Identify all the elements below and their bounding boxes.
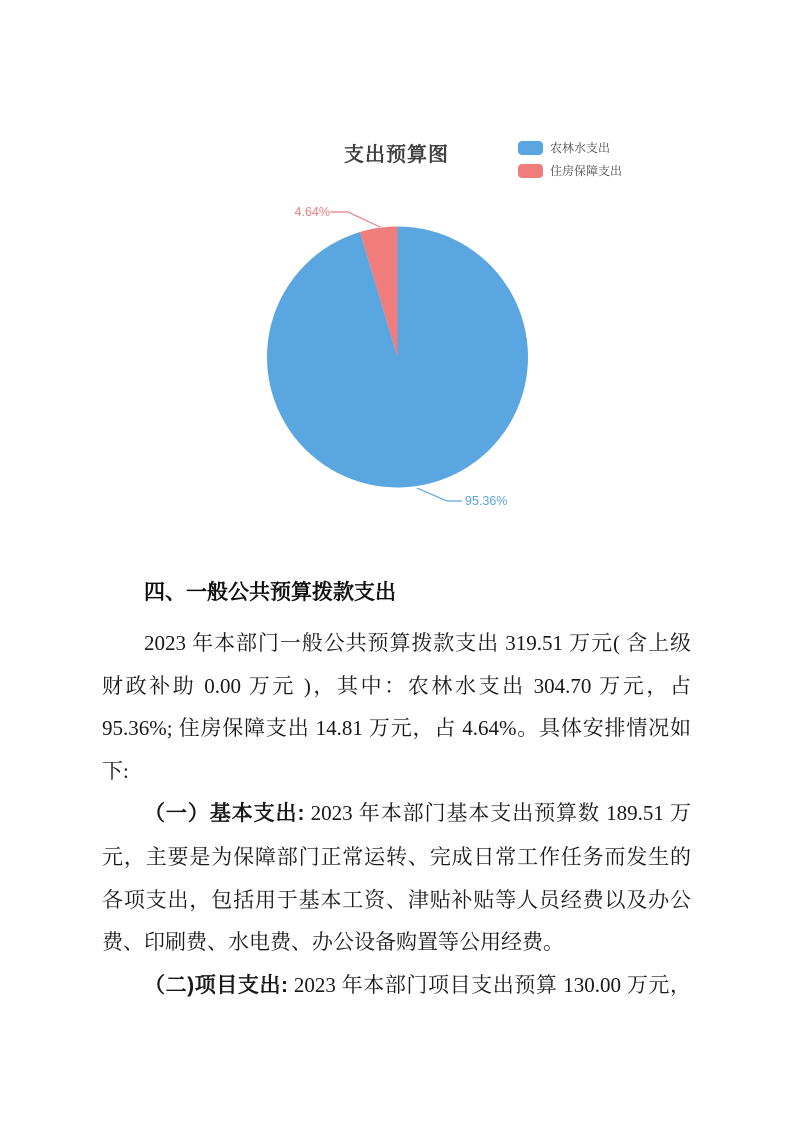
pie-slices	[267, 227, 528, 488]
budget-text-section	[102, 578, 691, 1007]
pie-label-large-slice: 95.36%	[465, 494, 508, 508]
paragraphs	[102, 622, 691, 1007]
text-line: 2023 年本部门一般公共预算拨款支出 319.51 万元( 含上级	[144, 631, 691, 655]
bold-run: （一）基本支出:	[144, 802, 305, 826]
chart-title: 支出预算图	[344, 144, 449, 166]
bold-run: （二)项目支出:	[144, 973, 289, 997]
text-line: 元，主要是为保障部门正常运转、完成日常工作任务而发生的	[102, 844, 691, 869]
section-heading: 四、一般公共预算拨款支出	[144, 581, 396, 604]
text-line: 95.36%; 住房保障支出 14.81 万元，占 4.64%。具体安排情况如	[102, 716, 691, 741]
legend-label: 住房保障支出	[550, 164, 623, 178]
pie-svg	[0, 0, 793, 560]
text-line: （二)项目支出: 2023 年本部门项目支出预算 130.00 万元，	[144, 972, 691, 997]
text-line: 下:	[102, 758, 129, 783]
legend-label: 农林水支出	[550, 141, 611, 155]
leader-line-1	[330, 212, 380, 227]
text-line: 费、印刷费、水电费、办公设备购置等公用经费。	[102, 930, 564, 955]
paragraph-3	[102, 964, 691, 1008]
paragraph-2	[102, 792, 691, 963]
text-line: （一）基本支出: 2023 年本部门基本支出预算数 189.51 万	[144, 801, 691, 826]
paragraph-1	[102, 622, 691, 792]
pie-label-small-slice: 4.64%	[294, 205, 330, 219]
leader-line-0	[417, 488, 462, 501]
pie-slice-0[interactable]	[267, 227, 528, 488]
text-line: 各项支出，包括用于基本工资、津贴补贴等人员经费以及办公	[102, 887, 691, 912]
text-line: 财政补助 0.00 万元 )，其中：农林水支出 304.70 万元，占	[102, 673, 691, 698]
